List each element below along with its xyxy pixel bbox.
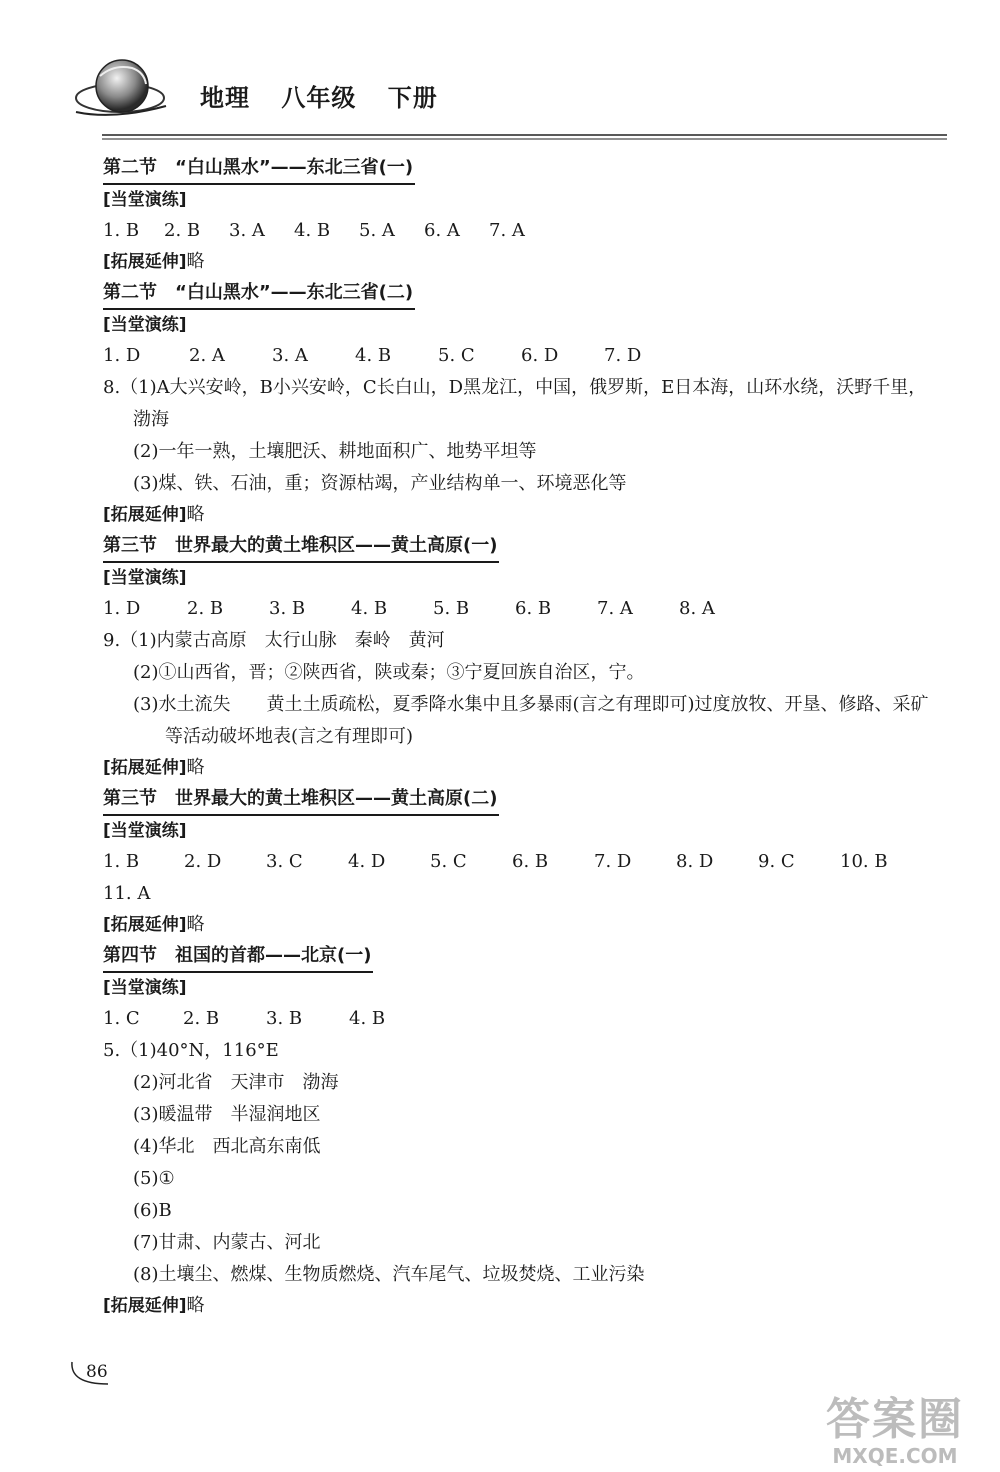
header-grade: 八年级 xyxy=(281,83,357,112)
answer-line: 5.（1)40°N，116°E xyxy=(103,1040,279,1061)
answer-item: 2. D xyxy=(184,851,222,872)
answer-line: (2)河北省 天津市 渤海 xyxy=(133,1072,339,1093)
practice-label: [当堂演练] xyxy=(103,821,187,841)
practice-label: [当堂演练] xyxy=(103,190,187,210)
globe-icon xyxy=(74,46,174,126)
extension-text: 略 xyxy=(186,1295,205,1316)
answer-item: 2. A xyxy=(189,345,225,366)
answer-item: 2. B xyxy=(183,1008,220,1029)
extension-label: [拓展延伸] xyxy=(103,915,187,935)
answer-line: (4)华北 西北高东南低 xyxy=(133,1136,321,1157)
extension-line xyxy=(103,247,943,277)
extension-label: [拓展延伸] xyxy=(103,252,187,272)
extension-line xyxy=(103,753,943,783)
watermark-sub: MXQE.COM xyxy=(832,1444,958,1468)
answer-item: 7. D xyxy=(604,345,642,366)
answer-line: (3)暖温带 半湿润地区 xyxy=(133,1104,321,1125)
answer-item: 9. C xyxy=(758,851,795,872)
extension-label: [拓展延伸] xyxy=(103,1296,187,1316)
answer-item: 3. C xyxy=(266,851,303,872)
extension-text: 略 xyxy=(186,757,205,778)
answer-item: 4. D xyxy=(348,851,386,872)
answer-item: 10. B xyxy=(840,851,888,872)
extension-text: 略 xyxy=(186,251,205,272)
answer-line: (6)B xyxy=(133,1200,172,1221)
extension-line xyxy=(103,500,943,530)
answer-line: 11. A xyxy=(103,883,151,904)
header-subject: 地理 xyxy=(200,83,250,112)
section-title: 第三节 世界最大的黄土堆积区——黄土高原(一) xyxy=(103,534,499,563)
answer-row xyxy=(103,1003,943,1035)
answer-item: 5. B xyxy=(433,598,470,619)
extension-line xyxy=(103,1291,943,1321)
answer-item: 1. D xyxy=(103,598,141,619)
answer-content xyxy=(103,152,943,1321)
answer-item: 2. B xyxy=(187,598,224,619)
header-rule xyxy=(102,131,947,145)
answer-item: 7. A xyxy=(489,220,525,241)
section-title: 第二节 “白山黑水”——东北三省(一) xyxy=(103,156,415,185)
section-title: 第四节 祖国的首都——北京(一) xyxy=(103,944,373,973)
section-5 xyxy=(103,940,943,1321)
answer-line: 9.（1)内蒙古高原 太行山脉 秦岭 黄河 xyxy=(103,630,445,651)
answer-item: 3. B xyxy=(269,598,306,619)
answer-item: 6. B xyxy=(512,851,549,872)
answer-item: 6. A xyxy=(424,220,460,241)
answer-line: (3)水土流失 黄土土质疏松，夏季降水集中且多暴雨(言之有理即可)过度放牧、开垦、修路、采矿等活动破坏地表(言之有理即可) xyxy=(133,694,929,747)
practice-label: [当堂演练] xyxy=(103,315,187,335)
section-3 xyxy=(103,530,943,783)
answer-item: 1. B xyxy=(103,220,140,241)
section-title: 第三节 世界最大的黄土堆积区——黄土高原(二) xyxy=(103,787,499,816)
answer-item: 5. A xyxy=(359,220,395,241)
answer-line: 8.（1)A大兴安岭，B小兴安岭，C长白山，D黑龙江，中国，俄罗斯，E日本海，山环水绕，沃野千里，渤海 xyxy=(103,377,927,430)
answer-row xyxy=(103,593,943,625)
answer-line: (2)一年一熟，土壤肥沃、耕地面积广、地势平坦等 xyxy=(133,441,537,462)
answer-item: 8. D xyxy=(676,851,714,872)
section-2 xyxy=(103,277,943,530)
extension-text: 略 xyxy=(186,504,205,525)
answer-item: 6. B xyxy=(515,598,552,619)
extension-line xyxy=(103,910,943,940)
practice-label: [当堂演练] xyxy=(103,568,187,588)
answer-item: 1. B xyxy=(103,851,140,872)
answer-item: 5. C xyxy=(438,345,475,366)
answer-item: 7. A xyxy=(597,598,633,619)
watermark-main: 答案圈 xyxy=(826,1394,964,1445)
answer-item: 4. B xyxy=(355,345,392,366)
answer-item: 6. D xyxy=(521,345,559,366)
page-number: 86 xyxy=(86,1362,108,1382)
answer-line: (3)煤、铁、石油，重；资源枯竭，产业结构单一、环境恶化等 xyxy=(133,473,627,494)
answer-item: 3. A xyxy=(229,220,265,241)
answer-row xyxy=(103,846,943,878)
watermark xyxy=(800,1395,990,1470)
answer-line: (7)甘肃、内蒙古、河北 xyxy=(133,1232,321,1253)
answer-item: 4. B xyxy=(294,220,331,241)
section-4 xyxy=(103,783,943,940)
answer-line: (2)①山西省，晋；②陕西省，陕或秦；③宁夏回族自治区，宁。 xyxy=(133,662,645,683)
answer-item: 3. A xyxy=(272,345,308,366)
extension-label: [拓展延伸] xyxy=(103,505,187,525)
answer-row xyxy=(103,215,943,247)
header-volume: 下册 xyxy=(387,83,438,112)
header-title xyxy=(200,78,460,113)
section-1 xyxy=(103,152,943,277)
answer-item: 2. B xyxy=(164,220,201,241)
practice-label: [当堂演练] xyxy=(103,978,187,998)
answer-item: 1. D xyxy=(103,345,141,366)
extension-label: [拓展延伸] xyxy=(103,758,187,778)
answer-item: 1. C xyxy=(103,1008,140,1029)
answer-item: 3. B xyxy=(266,1008,303,1029)
answer-item: 8. A xyxy=(679,598,715,619)
answer-line: (8)土壤尘、燃煤、生物质燃烧、汽车尾气、垃圾焚烧、工业污染 xyxy=(133,1264,645,1285)
answer-item: 4. B xyxy=(351,598,388,619)
answer-item: 7. D xyxy=(594,851,632,872)
answer-item: 4. B xyxy=(349,1008,386,1029)
answer-line: (5)① xyxy=(133,1168,175,1189)
section-title: 第二节 “白山黑水”——东北三省(二) xyxy=(103,281,415,310)
extension-text: 略 xyxy=(186,914,205,935)
answer-row xyxy=(103,340,943,372)
answer-item: 5. C xyxy=(430,851,467,872)
